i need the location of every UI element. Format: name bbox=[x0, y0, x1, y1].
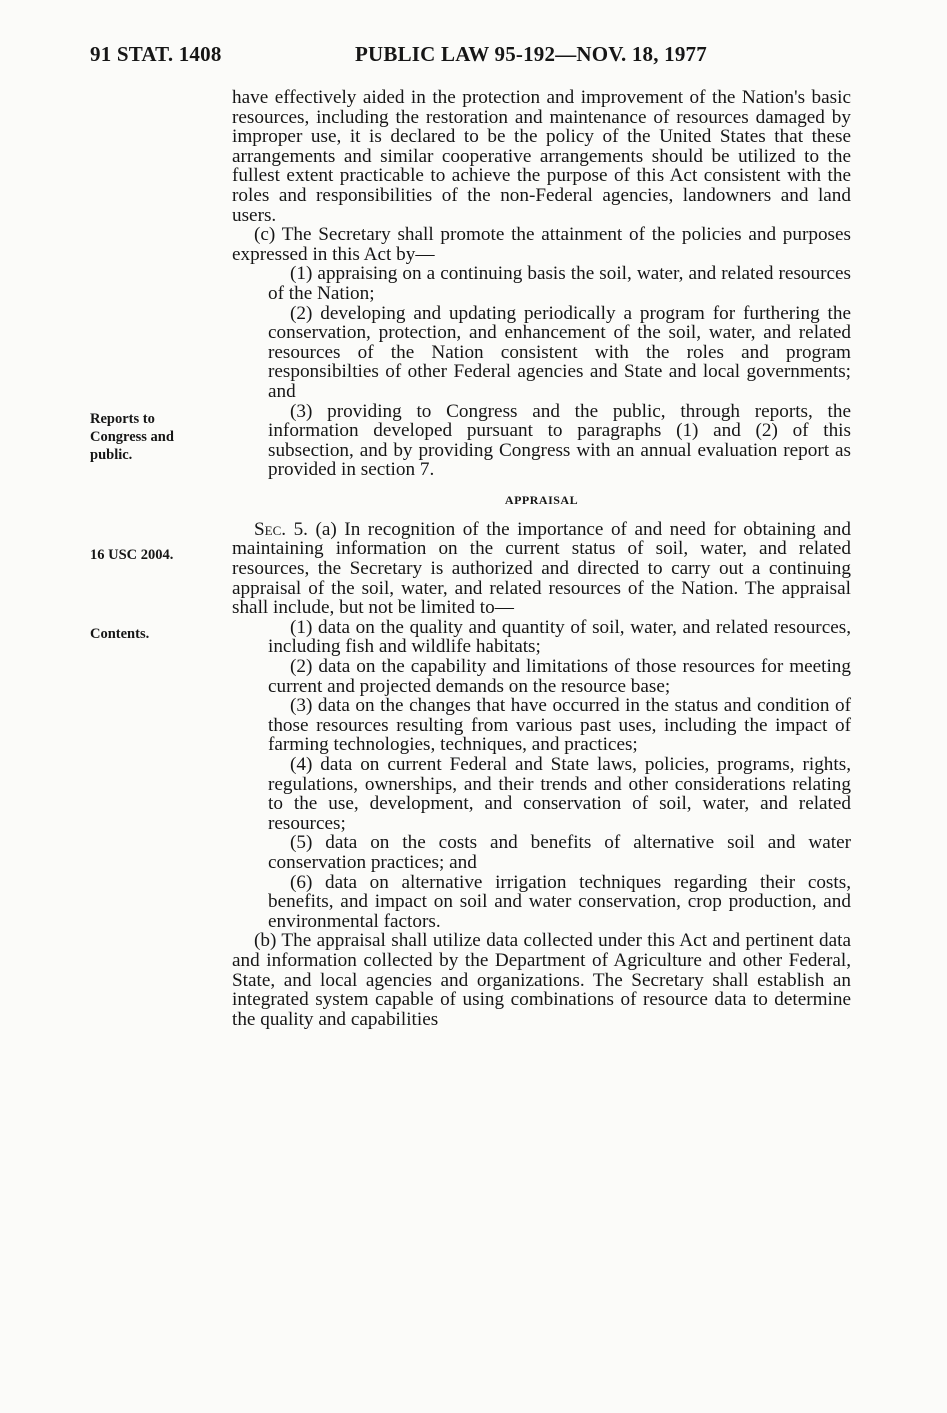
subsection-a-item-5: (5) data on the costs and benefits of alternative soil and water conservation practices; and bbox=[268, 832, 851, 873]
law-title: PUBLIC LAW 95-192—NOV. 18, 1977 bbox=[355, 42, 707, 66]
margin-note-usc: 16 USC 2004. bbox=[90, 547, 174, 563]
subsection-c-lead: (c) The Secretary shall promote the attainment of the policies and purposes expressed in this Act by— bbox=[232, 224, 851, 265]
subsection-a-item-2: (2) data on the capability and limitations of those resources for meeting current and projected demands on the resource base; bbox=[268, 656, 851, 697]
intro-paragraph: have effectively aided in the protection and improvement of the Nation's basic resources, including the restoration and maintenance of resources damaged by improper use, it is declared to be the policy of the United States that these arrangements and similar cooperative arrangements should be utilized to the fullest extent practicable to achieve the purpose of this Act consistent with the roles and responsibilities of the non-Federal agencies, landowners and land users. bbox=[232, 87, 851, 226]
subsection-c-item-2: (2) developing and updating periodically a program for furthering the conservation, protection, and enhancement of the soil, water, and related resources of the Nation consistent with the roles and program responsibilties of other Federal agencies and State and local governments; and bbox=[268, 302, 851, 402]
body-text bbox=[232, 88, 851, 1029]
section-heading-appraisal: APPRAISAL bbox=[504, 492, 579, 507]
section-5-a-text: (a) In recognition of the importance of and need for obtaining and maintaining information on the current status of soil, water, and related resources, the Secretary is authorized and directed to carry out a continuing appraisal of the soil, water, and related resources of the Nation. The appraisal shall include, but not be limited to— bbox=[232, 518, 851, 619]
subsection-b-paragraph: (b) The appraisal shall utilize data collected under this Act and pertinent data and information collected by the Department of Agriculture and other Federal, State, and local agencies and organizations. The Secretary shall establish an integrated system capable of using combinations of resource data to determine the quality and capabilities bbox=[232, 930, 851, 1030]
subsection-a-item-6: (6) data on alternative irrigation techniques regarding their costs, benefits, and impact on soil and water conservation, crop production, and environmental factors. bbox=[268, 871, 851, 932]
bleed-through-decoration bbox=[104, 176, 184, 193]
section-5-paragraph-a bbox=[232, 520, 851, 618]
margin-note-contents: Contents. bbox=[90, 626, 150, 642]
section-label: Sec. 5. bbox=[254, 518, 308, 540]
subsection-a-item-3: (3) data on the changes that have occurred in the status and condition of those resources resulting from various past uses, including the impact of farming technologies, techniques, and practices; bbox=[268, 695, 851, 756]
statute-citation: 91 STAT. 1408 bbox=[90, 42, 222, 66]
subsection-a-item-1: (1) data on the quality and quantity of soil, water, and related resources, including fish and wildlife habitats; bbox=[268, 616, 851, 658]
subsection-c-item-3: (3) providing to Congress and the public, through reports, the information developed pursuant to paragraphs (1) and (2) of this subsection, and by providing Congress with an annual evaluation report as provided in section 7. bbox=[268, 400, 851, 481]
subsection-c-item-1: (1) appraising on a continuing basis the soil, water, and related resources of the Nation; bbox=[268, 263, 851, 304]
subsection-a-item-4: (4) data on current Federal and State laws, policies, programs, rights, regulations, ownerships, and their trends and other considerations relating to the use, development, and conservation of soil, water, and related resources; bbox=[268, 754, 851, 834]
margin-note-reports: Reports to Congress and public. bbox=[90, 411, 174, 463]
